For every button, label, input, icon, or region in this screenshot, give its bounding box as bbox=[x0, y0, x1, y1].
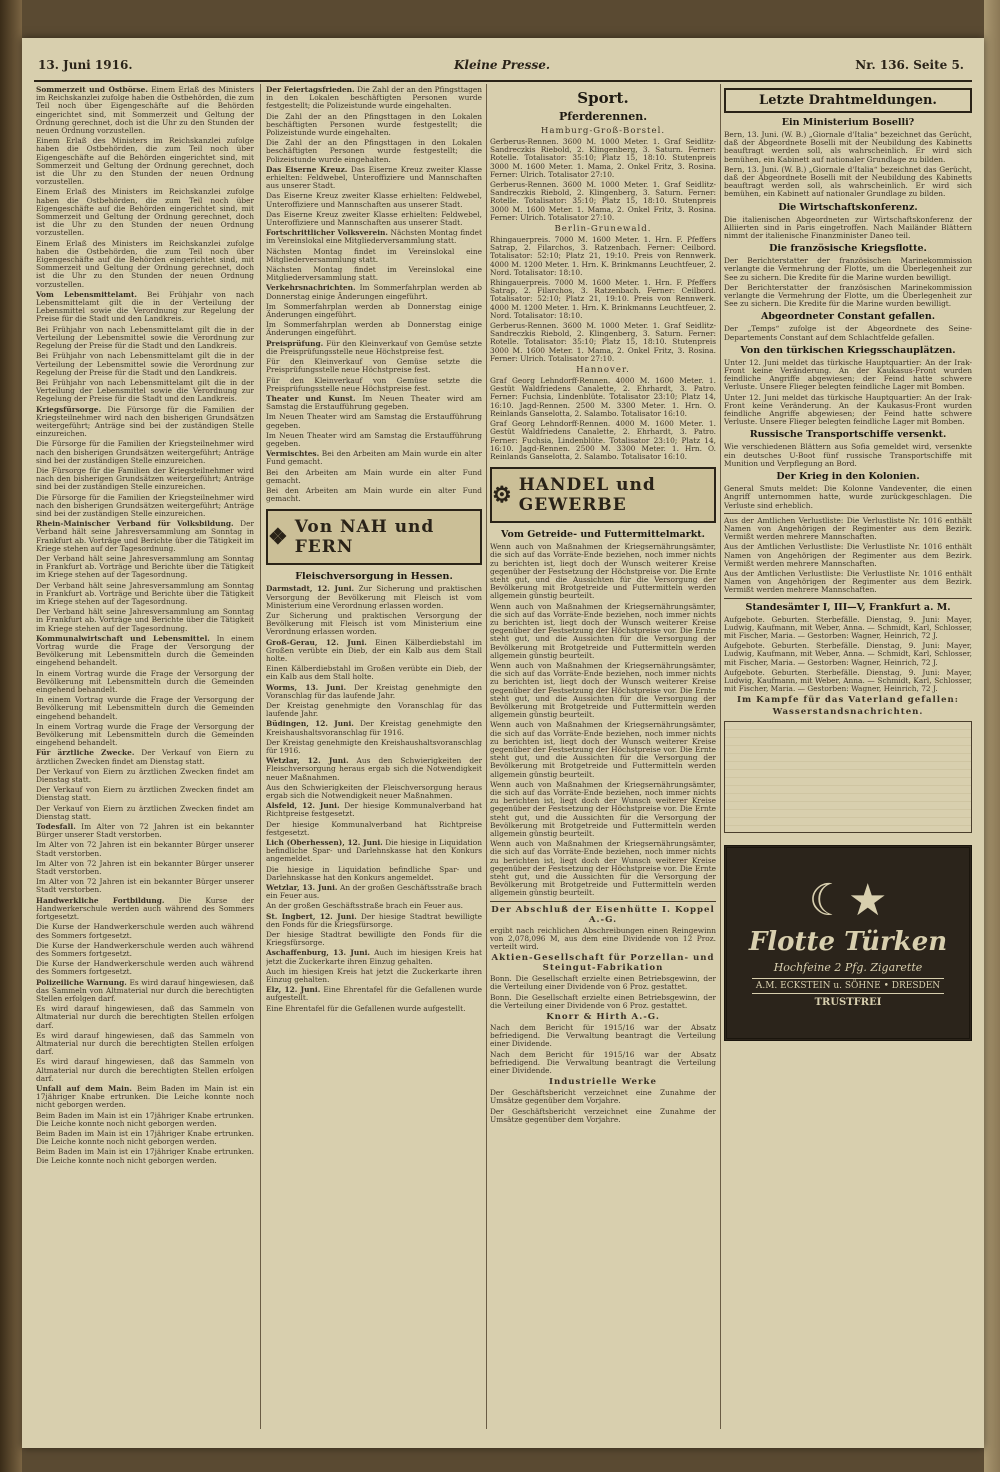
notice-text: Aus der Amtlichen Verlustliste: Die Verlustliste Nr. 1016 enthält Namen von Angehörigen der Regimenter aus dem Bezirk. Vermißt werden mehrere Mannschaften. bbox=[724, 515, 972, 542]
divider bbox=[724, 513, 972, 514]
article-title: Preisprüfung. bbox=[266, 338, 324, 348]
race-results: Gerberus-Rennen. 3600 M. 1000 Meter. 1. Graf Seidlitz-Sandreczkis Riebold, 2. Klingenberg, 3. Saturn. Ferner: Rotelle. Totalisator: 35:10; Platz 15, 18:10. Stutenpreis 3000 M. 1600 Meter. 1. Mama, 2. Onkel Fritz, 3. Rosina. Ferner: Ulrich. Totalisator 27:10. bbox=[490, 180, 716, 222]
article-text: Es wird darauf hingewiesen, daß das Sammeln von Altmaterial nur durch die berechtigten Stellen erfolgen darf. bbox=[36, 1030, 254, 1057]
article-text: Die Fürsorge für die Familien der Kriegsteilnehmer wird nach den bisherigen Grundsätzen weitergeführt; Anträge sind bei der zuständigen Stelle einzureichen. bbox=[36, 465, 254, 492]
handel-text: Wenn auch von Maßnahmen der Kriegsernährungsämter, die sich auf das Vorräte-Ende beziehen, noch immer nichts zu berichten ist, liegt doch der Wunsch weiterer Kreise gegenüber der Festsetzung der Höchstpreise vor. Die Ernte steht gut, und die Aussichten für die Versorgung der Bevölkerung mit Brotgetreide und Futtermitteln werden allgemein günstig beurteilt. bbox=[490, 779, 716, 839]
article-text: Auch im hiesigen Kreis hat jetzt die Zuckerkarte ihren Einzug gehalten. bbox=[266, 948, 482, 966]
race-results: Rhingauerpreis. 7000 M. 1600 Meter. 1. Hrn. F. Pfeffers Satrap, 2. Filarchos, 3. Ratzenbach. Ferner: Ceilbord. Totalisator: 52:10; Platz 21, 19:10. Preis von Rennwerk. 4000 M. 1200 Meter. 1. Hrn. K. Brinkmanns Leuchtfeuer, 2. Nord. Totalisator: 18:10. bbox=[490, 278, 716, 320]
article-title: Für ärztliche Zwecke. bbox=[36, 748, 135, 758]
article-dateline: Elz, 12. Juni. bbox=[266, 985, 321, 995]
article-text: Für den Kleinverkauf von Gemüse setzte die Preisprüfungsstelle neue Höchstpreise fest. bbox=[266, 338, 482, 356]
article-text: Die Kurse der Handwerkerschule werden auch während des Sommers fortgesetzt. bbox=[36, 895, 254, 922]
column-local-news-2 bbox=[266, 86, 482, 1426]
article-text: Nächsten Montag findet im Vereinslokal eine Mitgliederversammlung statt. bbox=[266, 265, 482, 283]
handel-text: Wenn auch von Maßnahmen der Kriegsernährungsämter, die sich auf das Vorräte-Ende beziehen, noch immer nichts zu berichten ist, liegt doch der Wunsch weiterer Kreise gegenüber der Festsetzung der Höchstpreise vor. Die Ernte steht gut, und die Aussichten für die Versorgung der Bevölkerung mit Brotgetreide und Futtermitteln werden allgemein günstig beurteilt. bbox=[490, 839, 716, 898]
handel-text: Wenn auch von Maßnahmen der Kriegsernährungsämter, die sich auf das Vorräte-Ende beziehen, noch immer nichts zu berichten ist, liegt doch der Wunsch weiterer Kreise gegenüber der Festsetzung der Höchstpreise vor. Die Ernte steht gut, und die Aussichten für die Versorgung der Bevölkerung mit Brotgetreide und Futtermitteln werden allgemein günstig beurteilt. bbox=[490, 660, 716, 720]
article-dateline: Büdingen, 12. Juni. bbox=[266, 719, 354, 729]
header-paper-title: Kleine Presse. bbox=[453, 58, 551, 72]
article-text: In einem Vortrag wurde die Frage der Versorgung der Bevölkerung mit Lebensmitteln durch die Gemeinden eingehend behandelt. bbox=[36, 721, 254, 748]
header-issue: Nr. 136. Seite 5. bbox=[855, 58, 964, 72]
nah-und-fern-banner bbox=[266, 509, 482, 565]
race-results: Graf Georg Lehndorff-Rennen. 4000 M. 1600 Meter. 1. Gestüt Waldfriedens Canalette, 2. Ehrhardt, 3. Patro. Ferner: Fuchsia, Lindenblüte. Totalisator 23:10; Platz 14, 16:10. Jagd-Rennen. 2500 M. 3300 Meter. 1. Hrn. O. Reinlands Ganselotta, 2. Salambo. Totalisator 16:10. bbox=[490, 376, 716, 418]
book-binding bbox=[0, 0, 22, 1472]
header-date: 13. Juni 1916. bbox=[38, 58, 133, 72]
article-text: Im Alter von 72 Jahren ist ein bekannter Bürger unserer Stadt verstorben. bbox=[36, 877, 254, 895]
article-text: Der Verkauf von Eiern zu ärztlichen Zwecken findet am Dienstag statt. bbox=[36, 748, 254, 766]
telegram-text: Der „Temps“ zufolge ist der Abgeordnete des Seine-Departements Constant auf dem Schlachtfelde gefallen. bbox=[724, 324, 972, 342]
article-text: Nächsten Montag findet im Vereinslokal eine Mitgliederversammlung statt. bbox=[266, 246, 482, 264]
telegram-heading: Die französische Kriegsflotte. bbox=[769, 243, 927, 255]
telegram-text: Der Berichterstatter der französischen Marinekommission verlangte die Vermehrung der Flotte, um die Überlegenheit zur See zu sichern. Die Kredite für die Marine wurden bewilligt. bbox=[724, 256, 972, 282]
article-text: Der Verband hält seine Jahresversammlung am Sonntag in Frankfurt ab. Vorträge und Berichte über die Tätigkeit im Kriege stehen auf der Tagesordnung. bbox=[36, 580, 254, 606]
article-text: An der großen Geschäftsstraße brach ein Feuer aus. bbox=[266, 901, 463, 911]
article-text: Aus den Schwierigkeiten der Fleischversorgung heraus ergab sich die Notwendigkeit neuer Maßnahmen. bbox=[266, 782, 482, 801]
handel-text: Wenn auch von Maßnahmen der Kriegsernährungsämter, die sich auf das Vorräte-Ende beziehen, noch immer nichts zu berichten ist, liegt doch der Wunsch weiterer Kreise gegenüber der Festsetzung der Höchstpreise vor. Die Ernte steht gut, und die Aussichten für die Versorgung der Bevölkerung mit Brotgetreide und Futtermitteln werden allgemein günstig beurteilt. bbox=[490, 720, 716, 779]
article-text: Der hiesige Kommunalverband hat Richtpreise festgesetzt. bbox=[266, 819, 482, 837]
article-text: Der Kreistag genehmigte den Kreishaushaltsvoranschlag für 1916. bbox=[266, 737, 482, 755]
article-paragraph bbox=[36, 897, 254, 922]
race-results: Graf Georg Lehndorff-Rennen. 4000 M. 1600 Meter. 1. Gestüt Waldfriedens Canalette, 2. Ehrhardt, 3. Patro. Ferner: Fuchsia, Lindenblüte. Totalisator 23:10; Platz 14, 16:10. Jagd-Rennen. 2500 M. 3300 Meter. 1. Hrn. O. Reinlands Ganselotta, 2. Salambo. Totalisator 16:10. bbox=[490, 419, 716, 461]
standesamt-text: Aufgebote. Geburten. Sterbefälle. Dienstag, 9. Juni: Mayer, Ludwig, Kaufmann, mit Weber, Anna. — Schmidt, Karl, Schlosser, mit Fischer, Maria. — Gestorben: Wagner, Heinrich, 72 J. bbox=[724, 614, 972, 640]
banner-nah-label: Von NAH und FERN bbox=[294, 517, 435, 558]
drahtmeldungen-heading: Letzte Drahtmeldungen. bbox=[724, 88, 972, 113]
telegram-text: Bern, 13. Juni. (W. B.) „Giornale d'Italia“ bezeichnet das Gerücht, daß der Abgeordnete Boselli mit der Neubildung des Kabinetts beauftragt werden soll, als wahrscheinlich. Er wird sich bemühen, ein Kabinett auf nationaler Grundlage zu bilden. bbox=[724, 164, 972, 199]
sport-heading: Sport. bbox=[577, 89, 629, 107]
article-text: Für den Kleinverkauf von Gemüse setzte die Preisprüfungsstelle neue Höchstpreise fest. bbox=[266, 357, 482, 375]
column-telegrams bbox=[724, 86, 972, 1426]
article-text: Einem Erlaß des Ministers im Reichskanzlei zufolge haben die Ostbehörden, die zum Teil noch über Eigengeschäfte auf die Behörden eingerichtet sind, mit Sommerzeit und Geltung der Ordnung gerechnet, doch ist die Uhr zu den Stunden der neuen Ordnung vorzustellen. bbox=[36, 238, 254, 289]
article-text: Beim Baden im Main ist ein 17jähriger Knabe ertrunken. Die Leiche konnte noch nicht geborgen werden. bbox=[36, 1128, 254, 1147]
company-text: Nach dem Bericht für 1915/16 war der Absatz befriedigend. Die Verwaltung beantragt die Verteilung einer Dividende. bbox=[490, 1023, 716, 1049]
telegram-heading: Die Wirtschaftskonferenz. bbox=[778, 201, 918, 213]
article-text: Das Eiserne Kreuz zweiter Klasse erhielten: Feldwebel, Unteroffiziere und Mannschaften aus unserer Stadt. bbox=[266, 191, 482, 209]
handel-text: Wenn auch von Maßnahmen der Kriegsernährungsämter, die sich auf das Vorräte-Ende beziehen, noch immer nichts zu berichten ist, liegt doch der Wunsch weiterer Kreise gegenüber der Festsetzung der Höchstpreise vor. Die Ernte steht gut, und die Aussichten für die Versorgung der Bevölkerung mit Brotgetreide und Futtermitteln werden allgemein günstig beurteilt. bbox=[490, 601, 716, 660]
standesamt-text: Aufgebote. Geburten. Sterbefälle. Dienstag, 9. Juni: Mayer, Ludwig, Kaufmann, mit Weber, Anna. — Schmidt, Karl, Schlosser, mit Fischer, Maria. — Gestorben: Wagner, Heinrich, 72 J. bbox=[724, 641, 972, 667]
article-paragraph bbox=[266, 802, 482, 818]
article-paragraph bbox=[266, 986, 482, 1002]
article-paragraph bbox=[36, 635, 254, 668]
race-results: Rhingauerpreis. 7000 M. 1600 Meter. 1. Hrn. F. Pfeffers Satrap, 2. Filarchos, 3. Ratzenbach. Ferner: Ceilbord. Totalisator: 52:10; Platz 21, 19:10. Preis von Rennwerk. 4000 M. 1200 Meter. 1. Hrn. K. Brinkmanns Leuchtfeuer, 2. Nord. Totalisator: 18:10. bbox=[490, 235, 716, 277]
ad-brand: Flotte Türken bbox=[748, 926, 948, 957]
article-text: Die hiesige in Liquidation befindliche Spar- und Darlehnskasse hat den Konkurs angemeldet. bbox=[266, 838, 482, 864]
article-paragraph bbox=[36, 86, 254, 135]
ad-trustfrei: TRUSTFREI bbox=[814, 996, 882, 1008]
article-text: Das Eiserne Kreuz zweiter Klasse erhielten: Feldwebel, Unteroffiziere und Mannschaften aus unserer Stadt. bbox=[266, 209, 482, 228]
article-text: Auch im hiesigen Kreis hat jetzt die Zuckerkarte ihren Einzug gehalten. bbox=[266, 966, 482, 985]
race-results: Gerberus-Rennen. 3600 M. 1000 Meter. 1. Graf Seidlitz-Sandreczkis Riebold, 2. Klingenberg, 3. Saturn. Ferner: Rotelle. Totalisator: 35:10; Platz 15, 18:10. Stutenpreis 3000 M. 1600 Meter. 1. Mama, 2. Onkel Fritz, 3. Rosina. Ferner: Ulrich. Totalisator 27:10. bbox=[490, 137, 716, 179]
company-text: Der Geschäftsbericht verzeichnet eine Zunahme der Umsätze gegenüber dem Vorjahre. bbox=[490, 1106, 716, 1124]
telegram-heading: Russische Transportschiffe versenkt. bbox=[749, 429, 947, 441]
article-text: Die Fürsorge für die Familien der Kriegsteilnehmer wird nach den bisherigen Grundsätzen weitergeführt; Anträge sind bei der zuständigen Stelle einzureichen. bbox=[36, 404, 254, 439]
article-title: Verkehrsnachrichten. bbox=[266, 283, 356, 293]
article-paragraph bbox=[266, 585, 482, 610]
company-heading: Knorr & Hirth A.-G. bbox=[546, 1012, 660, 1023]
telegram-heading: Von den türkischen Kriegsschauplätzen. bbox=[740, 344, 956, 356]
article-dateline: Wetzlar, 12. Juni. bbox=[266, 756, 349, 766]
article-paragraph bbox=[36, 520, 254, 553]
company-text: Nach dem Bericht für 1915/16 war der Absatz befriedigend. Die Verwaltung beantragt die Verteilung einer Dividende. bbox=[490, 1049, 716, 1076]
article-title: Vom Lebensmittelamt. bbox=[36, 289, 137, 299]
article-text: Nächsten Montag findet im Vereinslokal eine Mitgliederversammlung statt. bbox=[266, 228, 482, 246]
article-text: Beim Baden im Main ist ein 17jähriger Knabe ertrunken. Die Leiche konnte noch nicht geborgen werden. bbox=[36, 1147, 254, 1165]
article-text: Einen Kälberdiebstahl im Großen verübte ein Dieb, der ein Kalb aus dem Stall holte. bbox=[266, 637, 482, 663]
article-text: Beim Baden im Main ist ein 17jähriger Knabe ertrunken. Die Leiche konnte noch nicht geborgen werden. bbox=[36, 1110, 254, 1128]
article-text: Die Kurse der Handwerkerschule werden auch während des Sommers fortgesetzt. bbox=[36, 940, 254, 958]
article-title: Todesfall. bbox=[36, 822, 76, 832]
telegram-text: General Smuts meldet: Die Kolonne Vandeventer, die einen Angriff unternommen hatte, wurde zurückgeschlagen. Die Verluste sind erheblich. bbox=[724, 484, 972, 510]
article-paragraph bbox=[36, 979, 254, 1004]
article-paragraph bbox=[36, 291, 254, 324]
article-text: Es wird darauf hingewiesen, daß das Sammeln von Altmaterial nur durch die berechtigten Stellen erfolgen darf. bbox=[36, 1057, 254, 1083]
article-title: Rhein-Mainischer Verband für Volksbildung. bbox=[36, 519, 234, 529]
article-dateline: Groß-Gerau, 12. Juni. bbox=[266, 637, 367, 647]
column-rule bbox=[260, 84, 261, 1429]
handel-text: Wenn auch von Maßnahmen der Kriegsernährungsämter, die sich auf das Vorräte-Ende beziehen, noch immer nichts zu berichten ist, liegt doch der Wunsch weiterer Kreise gegenüber der Festsetzung der Höchstpreise vor. Die Ernte steht gut, und die Aussichten für die Versorgung der Bevölkerung mit Brotgetreide und Futtermitteln werden allgemein günstig beurteilt. bbox=[490, 542, 716, 601]
article-text: Eine Ehrentafel für die Gefallenen wurde aufgestellt. bbox=[266, 985, 482, 1003]
article-title: Der Feiertagsfrieden. bbox=[266, 86, 355, 94]
article-title: Sommerzeit und Ostbörse. bbox=[36, 86, 148, 94]
article-title: Theater und Kunst. bbox=[266, 393, 356, 403]
article-text: Zur Sicherung und praktischen Versorgung der Bevölkerung mit Fleisch ist vom Ministerium eine Verordnung erlassen worden. bbox=[266, 584, 482, 610]
article-paragraph bbox=[266, 639, 482, 664]
flotte-tuerken-ad bbox=[724, 845, 972, 1041]
article-text: Bei Frühjahr von nach Lebensmittelamt gilt die in der Verteilung der Lebensmittel sowie die Verordnung zur Regelung der Preise für die Stadt und den Landkreis. bbox=[36, 351, 254, 377]
article-text: Im Sommerfahrplan werden ab Donnerstag einige Änderungen eingeführt. bbox=[266, 283, 482, 301]
telegram-text: Wie verschiedenen Blättern aus Sofia gemeldet wird, versenkte ein deutsches U-Boot fünf russische Transportschiffe mit Munition und Verpflegung an Bord. bbox=[724, 442, 972, 468]
article-text: Der Verkauf von Eiern zu ärztlichen Zwecken findet am Dienstag statt. bbox=[36, 766, 254, 785]
telegram-text: Der Berichterstatter der französischen Marinekommission verlangte die Vermehrung der Flotte, um die Überlegenheit zur See zu sichern. Die Kredite für die Marine wurden bewilligt. bbox=[724, 282, 972, 309]
article-text: In einem Vortrag wurde die Frage der Versorgung der Bevölkerung mit Lebensmitteln durch die Gemeinden eingehend behandelt. bbox=[36, 695, 254, 721]
company-text: Der Geschäftsbericht verzeichnet eine Zunahme der Umsätze gegenüber dem Vorjahre. bbox=[490, 1088, 716, 1106]
article-dateline: Alsfeld, 12. Juni. bbox=[266, 801, 340, 811]
crescent-star-icon: ☾★ bbox=[808, 874, 888, 926]
article-paragraph bbox=[266, 340, 482, 356]
telegram-text: Unter 12. Juni meldet das türkische Hauptquartier: An der Irak-Front keine Veränderung. An der Kaukasus-Front wurden feindliche Angriffe abgewiesen; der Feind hatte schwere Verluste. Unsere Flieger belegten feindliche Lager mit Bomben. bbox=[724, 392, 972, 427]
article-paragraph bbox=[36, 406, 254, 439]
article-title: Handwerkliche Fortbildung. bbox=[36, 895, 165, 905]
race-location: Hamburg-Groß-Borstel. bbox=[540, 126, 666, 136]
article-paragraph bbox=[266, 839, 482, 864]
article-text: An der großen Geschäftsstraße brach ein Feuer aus. bbox=[266, 883, 482, 901]
article-title: Polizeiliche Warnung. bbox=[36, 977, 127, 987]
article-text: Der hiesige Stadtrat bewilligte den Fonds für die Kriegsfürsorge. bbox=[266, 911, 482, 929]
article-text: Die Zahl der an den Pfingsttagen in den Lokalen beschäftigten Personen wurde festgestellt; die Polizeistunde wurde eingehalten. bbox=[266, 86, 482, 111]
article-text: Beim Baden im Main ist ein 17jähriger Knabe ertrunken. Die Leiche konnte noch nicht geborgen werden. bbox=[36, 1083, 254, 1110]
article-text: Die Fürsorge für die Familien der Kriegsteilnehmer wird nach den bisherigen Grundsätzen weitergeführt; Anträge sind bei der zuständigen Stelle einzureichen. bbox=[36, 492, 254, 518]
article-text: Eine Ehrentafel für die Gefallenen wurde aufgestellt. bbox=[266, 1003, 466, 1013]
article-text: Im Neuen Theater wird am Samstag die Erstaufführung gegeben. bbox=[266, 393, 482, 412]
article-paragraph bbox=[36, 823, 254, 839]
article-dateline: Worms, 13. Juni. bbox=[266, 682, 347, 692]
company-text: ergibt nach reichlichen Abschreibungen einen Reingewinn von 2,078,096 M, aus dem eine Dividende von 12 Proz. verteilt wird. bbox=[490, 925, 716, 952]
article-text: Die Kurse der Handwerkerschule werden auch während des Sommers fortgesetzt. bbox=[36, 959, 254, 977]
article-text: Es wird darauf hingewiesen, daß das Sammeln von Altmaterial nur durch die berechtigten Stellen erfolgen darf. bbox=[36, 977, 254, 1003]
article-paragraph bbox=[266, 720, 482, 736]
article-text: Aus den Schwierigkeiten der Fleischversorgung heraus ergab sich die Notwendigkeit neuer Maßnahmen. bbox=[266, 756, 482, 782]
article-dateline: Wetzlar, 13. Juni. bbox=[266, 883, 338, 893]
article-title: Kriegsfürsorge. bbox=[36, 404, 102, 414]
header-rule bbox=[34, 80, 972, 82]
article-text: Der Verband hält seine Jahresversammlung am Sonntag in Frankfurt ab. Vorträge und Berichte über die Tätigkeit im Kriege stehen auf der Tagesordnung. bbox=[36, 553, 254, 580]
standesamt-text: Aufgebote. Geburten. Sterbefälle. Dienstag, 9. Juni: Mayer, Ludwig, Kaufmann, mit Weber, Anna. — Schmidt, Karl, Schlosser, mit Fischer, Maria. — Gestorben: Wagner, Heinrich, 72 J. bbox=[724, 667, 972, 694]
article-text: Bei den Arbeiten am Main wurde ein alter Fund gemacht. bbox=[266, 467, 482, 485]
company-heading: Aktien-Gesellschaft für Porzellan- und Steingut-Fabrikation bbox=[491, 953, 715, 974]
article-paragraph bbox=[266, 913, 482, 929]
wasserstand-heading: Wasserstandsnachrichten. bbox=[772, 707, 924, 718]
article-text: Zur Sicherung und praktischen Versorgung der Bevölkerung mit Fleisch ist vom Ministerium eine Verordnung erlassen worden. bbox=[266, 610, 482, 637]
article-text: Der hiesige Kommunalverband hat Richtpreise festgesetzt. bbox=[266, 801, 482, 819]
article-text: Im Alter von 72 Jahren ist ein bekannter Bürger unserer Stadt verstorben. bbox=[36, 858, 254, 877]
company-text: Bonn. Die Gesellschaft erzielte einen Betriebsgewinn, der die Verteilung einer Dividende von 6 Proz. gestattet. bbox=[490, 992, 716, 1010]
article-text: Die Zahl der an den Pfingsttagen in den Lokalen beschäftigten Personen wurde festgestellt; die Polizeistunde wurde eingehalten. bbox=[266, 111, 482, 138]
column-local-news bbox=[36, 86, 254, 1426]
handel-banner bbox=[490, 467, 716, 523]
column-rule bbox=[486, 84, 487, 1429]
article-text: Bei den Arbeiten am Main wurde ein alter Fund gemacht. bbox=[266, 449, 482, 467]
article-title: Das Eiserne Kreuz. bbox=[266, 164, 348, 174]
article-title: Vermischtes. bbox=[266, 449, 320, 459]
article-text: Im Alter von 72 Jahren ist ein bekannter Bürger unserer Stadt verstorben. bbox=[36, 840, 254, 858]
handel-heading: Vom Getreide- und Futtermittelmarkt. bbox=[501, 529, 705, 541]
article-paragraph bbox=[266, 284, 482, 300]
divider bbox=[490, 901, 716, 902]
race-location: Berlin-Grunewald. bbox=[554, 224, 652, 235]
article-title: Kommunalwirtschaft und Lebensmittel. bbox=[36, 633, 210, 643]
article-text: Einen Kälberdiebstahl im Großen verübte ein Dieb, der ein Kalb aus dem Stall holte. bbox=[266, 664, 482, 682]
ad-maker: A.M. ECKSTEIN u. SÖHNE • DRESDEN bbox=[752, 978, 944, 994]
article-dateline: Darmstadt, 12. Juni. bbox=[266, 584, 355, 594]
page-edge bbox=[984, 0, 1000, 1472]
telegram-text: Bern, 13. Juni. (W. B.) „Giornale d'Italia“ bezeichnet das Gerücht, daß der Abgeordnete Boselli mit der Neubildung des Kabinetts beauftragt werden soll, als wahrscheinlich. Er wird sich bemühen, ein Kabinett auf nationaler Grundlage zu bilden. bbox=[724, 130, 972, 164]
race-results: Gerberus-Rennen. 3600 M. 1000 Meter. 1. Graf Seidlitz-Sandreczkis Riebold, 2. Klingenberg, 3. Saturn. Ferner: Rotelle. Totalisator: 35:10; Platz 15, 18:10. Stutenpreis 3000 M. 1600 Meter. 1. Mama, 2. Onkel Fritz, 3. Rosina. Ferner: Ulrich. Totalisator 27:10. bbox=[490, 321, 716, 363]
article-text: In einem Vortrag wurde die Frage der Versorgung der Bevölkerung mit Lebensmitteln durch die Gemeinden eingehend behandelt. bbox=[36, 668, 254, 695]
article-paragraph bbox=[266, 395, 482, 411]
newspaper-page bbox=[22, 38, 984, 1448]
article-dateline: St. Ingbert, 12. Juni. bbox=[266, 911, 357, 921]
article-paragraph bbox=[266, 229, 482, 245]
article-text: Bei Frühjahr von nach Lebensmittelamt gilt die in der Verteilung der Lebensmittel sowie die Verordnung zur Regelung der Preise für die Stadt und den Landkreis. bbox=[36, 377, 254, 404]
company-heading: Der Abschluß der Eisenhütte I. Koppel A.-G. bbox=[491, 904, 715, 925]
article-paragraph bbox=[266, 884, 482, 900]
article-text: Bei Frühjahr von nach Lebensmittelamt gilt die in der Verteilung der Lebensmittel sowie die Verordnung zur Regelung der Preise für die Stadt und den Landkreis. bbox=[36, 324, 254, 351]
divider bbox=[724, 598, 972, 599]
article-text: Einem Erlaß des Ministers im Reichskanzlei zufolge haben die Ostbehörden, die zum Teil noch über Eigengeschäfte auf die Behörden eingerichtet sind, mit Sommerzeit und Geltung der Ordnung gerechnet, doch ist die Uhr zu den Stunden der neuen Ordnung vorzustellen. bbox=[36, 86, 254, 136]
fleischversorgung-heading: Fleischversorgung in Hessen. bbox=[295, 571, 453, 583]
article-paragraph bbox=[266, 949, 482, 965]
article-text: Der Kreistag genehmigte den Voranschlag für das laufende Jahr. bbox=[266, 682, 482, 700]
article-text: Einem Erlaß des Ministers im Reichskanzlei zufolge haben die Ostbehörden, die zum Teil noch über Eigengeschäfte auf die Behörden eingerichtet sind, mit Sommerzeit und Geltung der Ordnung gerechnet, doch ist die Uhr zu den Stunden der neuen Ordnung vorzustellen. bbox=[36, 136, 254, 187]
article-paragraph bbox=[266, 86, 482, 111]
article-text: Bei den Arbeiten am Main wurde ein alter Fund gemacht. bbox=[266, 485, 482, 504]
article-text: Der Verkauf von Eiern zu ärztlichen Zwecken findet am Dienstag statt. bbox=[36, 803, 254, 821]
article-text: Bei Frühjahr von nach Lebensmittelamt gilt die in der Verteilung der Lebensmittel sowie die Verordnung zur Regelung der Preise für die Stadt und den Landkreis. bbox=[36, 289, 254, 324]
article-text: Einem Erlaß des Ministers im Reichskanzlei zufolge haben die Ostbehörden, die zum Teil noch über Eigengeschäfte auf die Behörden eingerichtet sind, mit Sommerzeit und Geltung der Ordnung gerechnet, doch ist die Uhr zu den Stunden der neuen Ordnung vorzustellen. bbox=[36, 187, 254, 238]
telegram-text: Unter 12. Juni meldet das türkische Hauptquartier: An der Irak-Front keine Veränderung. An der Kaukasus-Front wurden feindliche Angriffe abgewiesen; der Feind hatte schwere Verluste. Unsere Flieger belegten feindliche Lager mit Bomben. bbox=[724, 357, 972, 392]
article-text: Die Zahl der an den Pfingsttagen in den Lokalen beschäftigten Personen wurde festgestellt; die Polizeistunde wurde eingehalten. bbox=[266, 138, 482, 164]
standesamt-heading: Standesämter I, III—V, Frankfurt a. M. bbox=[745, 601, 951, 613]
notice-text: Aus der Amtlichen Verlustliste: Die Verlustliste Nr. 1016 enthält Namen von Angehörigen der Regimenter aus dem Bezirk. Vermißt werden mehrere Mannschaften. bbox=[724, 568, 972, 595]
wasserstand-table bbox=[724, 721, 972, 833]
article-text: Im Neuen Theater wird am Samstag die Erstaufführung gegeben. bbox=[266, 412, 482, 430]
article-text: Das Eiserne Kreuz zweiter Klasse erhielten: Feldwebel, Unteroffiziere und Mannschaften aus unserer Stadt. bbox=[266, 164, 482, 191]
article-paragraph bbox=[266, 684, 482, 700]
article-text: Die Fürsorge für die Familien der Kriegsteilnehmer wird nach den bisherigen Grundsätzen weitergeführt; Anträge sind bei der zuständigen Stelle einzureichen. bbox=[36, 439, 254, 465]
article-text: Der Verband hält seine Jahresversammlung am Sonntag in Frankfurt ab. Vorträge und Berichte über die Tätigkeit im Kriege stehen auf der Tagesordnung. bbox=[36, 519, 254, 553]
banner-handel-label: HANDEL und GEWERBE bbox=[518, 475, 656, 516]
article-text: Der Verband hält seine Jahresversammlung am Sonntag in Frankfurt ab. Vorträge und Berichte über die Tätigkeit im Kriege stehen auf der Tagesordnung. bbox=[36, 607, 254, 633]
article-text: Im Neuen Theater wird am Samstag die Erstaufführung gegeben. bbox=[266, 430, 482, 448]
article-text: In einem Vortrag wurde die Frage der Versorgung der Bevölkerung mit Lebensmitteln durch die Gemeinden eingehend behandelt. bbox=[36, 633, 254, 668]
article-text: Der Verkauf von Eiern zu ärztlichen Zwecken findet am Dienstag statt. bbox=[36, 785, 254, 803]
company-heading: Industrielle Werke bbox=[549, 1077, 657, 1088]
telegram-text: Die italienischen Abgeordneten zur Wirtschaftskonferenz der Alliierten sind in Paris eingetroffen. Nach Mailänder Blättern nimmt der italienische Finanzminister Daneo teil. bbox=[724, 214, 972, 241]
banner-ornament-icon: ❖ bbox=[268, 524, 289, 551]
article-title: Fortschrittlicher Volksverein. bbox=[266, 228, 388, 238]
article-paragraph bbox=[266, 450, 482, 466]
article-dateline: Aschaffenburg, 13. Juni. bbox=[266, 948, 370, 958]
gefallen-heading: Im Kampfe für das Vaterland gefallen: bbox=[737, 695, 959, 706]
article-text: Im Alter von 72 Jahren ist ein bekannter Bürger unserer Stadt verstorben. bbox=[36, 822, 254, 840]
article-paragraph bbox=[266, 757, 482, 782]
page-header bbox=[32, 56, 972, 76]
article-title: Unfall auf dem Main. bbox=[36, 1083, 132, 1093]
article-text: Die hiesige in Liquidation befindliche Spar- und Darlehnskasse hat den Konkurs angemeldet. bbox=[266, 864, 482, 882]
article-text: Der hiesige Stadtrat bewilligte den Fonds für die Kriegsfürsorge. bbox=[266, 930, 482, 948]
article-text: Der Kreistag genehmigte den Kreishaushaltsvoranschlag für 1916. bbox=[266, 719, 482, 737]
gear-icon: ⚙ bbox=[492, 482, 513, 509]
notice-text: Aus der Amtlichen Verlustliste: Die Verlustliste Nr. 1016 enthält Namen von Angehörigen der Regimenter aus dem Bezirk. Vermißt werden mehrere Mannschaften. bbox=[724, 542, 972, 568]
article-text: Für den Kleinverkauf von Gemüse setzte die Preisprüfungsstelle neue Höchstpreise fest. bbox=[266, 375, 482, 393]
telegram-heading: Ein Ministerium Boselli? bbox=[781, 117, 915, 128]
telegram-heading: Der Krieg in den Kolonien. bbox=[776, 471, 920, 483]
article-paragraph bbox=[36, 749, 254, 765]
article-text: Die Kurse der Handwerkerschule werden auch während des Sommers fortgesetzt. bbox=[36, 922, 254, 940]
column-sport-handel bbox=[490, 86, 716, 1426]
telegram-heading: Abgeordneter Constant gefallen. bbox=[760, 311, 936, 323]
article-paragraph bbox=[266, 166, 482, 191]
article-text: Der Kreistag genehmigte den Voranschlag für das laufende Jahr. bbox=[266, 700, 482, 719]
article-dateline: Lich (Oberhessen), 12. Juni. bbox=[266, 838, 383, 848]
article-text: Im Sommerfahrplan werden ab Donnerstag einige Änderungen eingeführt. bbox=[266, 301, 482, 320]
column-rule bbox=[720, 84, 721, 1429]
company-text: Bonn. Die Gesellschaft erzielte einen Betriebsgewinn, der die Verteilung einer Dividende von 6 Proz. gestattet. bbox=[490, 974, 716, 992]
article-text: Es wird darauf hingewiesen, daß das Sammeln von Altmaterial nur durch die berechtigten Stellen erfolgen darf. bbox=[36, 1004, 254, 1030]
pferderennen-heading: Pferderennen. bbox=[558, 110, 648, 123]
ad-slogan: Hochfeine 2 Pfg. Zigarette bbox=[773, 960, 923, 974]
race-location: Hannover. bbox=[576, 365, 630, 376]
article-paragraph bbox=[36, 1085, 254, 1110]
article-text: Im Sommerfahrplan werden ab Donnerstag einige Änderungen eingeführt. bbox=[266, 320, 482, 338]
